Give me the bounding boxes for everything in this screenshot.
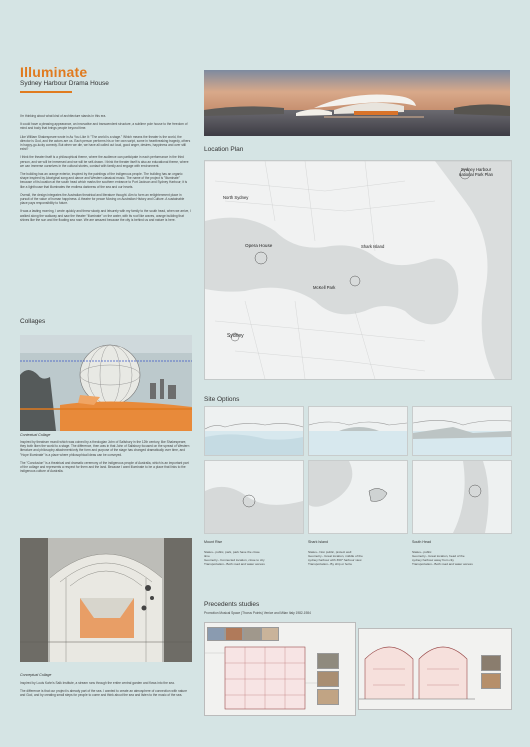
site-section-shark-island — [308, 406, 408, 456]
collages-heading: Collages — [20, 318, 46, 325]
precedent-thumb — [317, 653, 339, 669]
site-section-mount-rise — [204, 406, 304, 456]
site-column-text: Status– Non public, protect well Geometry– Great location, middle of the sydney harbour with 360° harbour view Transportation– By ship or ferrie — [308, 550, 363, 566]
precedent-thumb — [481, 673, 501, 689]
intro-paragraph: Overall, the design integrates the Australian theatrical and literature thought. Aim to form an enlightenment place in pursuit of the value of human happiness. A theatre for peace Moving on Australian History and Culture. A sustainable place pays responsibility to future. — [20, 192, 185, 206]
map-label-national-park: Sydney Harbour national Park Plan — [459, 167, 493, 177]
site-column-mount-rise — [204, 540, 266, 566]
contextual-collage-caption: Contextual Collage — [20, 433, 51, 437]
intro-paragraph: It was a lasting morning, I wrote quickly and threw slowly and leisurely with my family to the south head, when we arrive, I walked along the walkway and saw the theater "illuminate" on the water, with its roof like waves, orange building that shines like the sun and the floating sea rose. We are amazed because the city is behind us and nature is here. — [20, 209, 191, 222]
map-label-shark-island: Shark Island — [361, 244, 385, 249]
poster-subtitle: Sydney Harbour Drama House — [20, 80, 109, 87]
precedent-section-drawing — [358, 628, 512, 710]
location-map — [204, 160, 512, 380]
contextual-collage-text — [20, 440, 192, 473]
title-underline — [20, 91, 72, 93]
intro-text — [20, 114, 192, 222]
precedents-subtitle: Promotion Musical Space (Thorus Points) Venice and Milan Italy 1982-1984 — [204, 611, 311, 615]
intro-paragraph: The building has an orange exterior, inspired by the paintings of the indigenous people. The building has an organic shape inspired by Aboriginal song and dance and Western classical music. The name of the project is "Illuminate" because of its location at the south head which marks the southern entrance to Port Jackson and Sydney Harbour; it is like a lighthouse that illuminates the endless darkness of the sea and our hearts. — [20, 172, 188, 189]
site-section-south-head — [412, 406, 512, 456]
collage-paragraph: Inspired by theatrum mundi which was coined by a theologian John of Salisbury in the 12th century, like Shakespeare, they both liken the world to a stage. The difference, then was in that John of Salisbury focused on the spread of Western literature and philosophy attachment/only the form and purpose of the stage has changed dramatically over time, and "Hope Illuminate" is a place where philosophical ideas can be conveyed. — [20, 440, 190, 457]
intro-paragraph: I think the theater itself is a philosophical theme, where the audience can participate in each performance in the third person, and we will be immersed and we will be self-drawn. I think the theater itself is also an educational theme, where we can immerse ourselves in the cultural stories, contact with family and engage with environment. — [20, 155, 189, 168]
precedent-thumb — [317, 689, 339, 705]
precedent-thumb — [317, 671, 339, 687]
map-label-opera-house: Opera House — [245, 243, 273, 248]
conceptual-collage-text — [20, 681, 192, 698]
precedent-thumb — [481, 655, 501, 671]
map-label-north-sydney: North Sydney — [223, 195, 249, 200]
site-map-mount-rise — [204, 460, 304, 534]
precedents-heading: Precedents studies — [204, 601, 260, 608]
conceptual-collage-caption: Conceptual Collage — [20, 673, 52, 677]
collage-paragraph: Inspired by Louis Kahn's Salk Institute, a stream runs through the entire central garden and flows into the sea. — [20, 681, 175, 685]
location-plan-heading: Location Plan — [204, 146, 244, 153]
site-column-text: Status– public Geometry– Great location, head of the sydney harbour away from city Transportation– Both road and water access — [412, 550, 473, 566]
site-map-south-head — [412, 460, 512, 534]
site-column-south-head — [412, 540, 474, 566]
poster-title: Illuminate — [20, 64, 88, 80]
intro-paragraph: It could have a pleasing appearance, an innovative and transcendent structure, a sublime pole house to the freedom of mind and body that brings people beyond time. — [20, 122, 188, 131]
site-column-shark-island — [308, 540, 370, 566]
map-label-sydney: Sydney — [227, 333, 244, 339]
collage-paragraph: The difference is that our project is already part of the sea. I wanted to create an atmosphere of connection with nature and God, and by creating small steps for people to come and think about the sea and listen to the music of the sea. — [20, 689, 188, 698]
site-map-shark-island — [308, 460, 408, 534]
contextual-collage-image — [20, 335, 192, 431]
site-column-title: South Head — [412, 540, 431, 544]
site-column-text: Status– public, park, park have the close time Geometry– Connected location, close to city Transportation– Both road and water access — [204, 550, 265, 566]
intro-paragraph: Like William Shakespeare wrote in As You Like It: "The world is a stage." Which means the theater is the world, the director is God, and the actors are us. Each person performs his or her own script, some in heartbreaking tragedy, others in happy-go-lucky comedy. But when we die, we have all called out loud, good anger, desires, happiness and over still exist? — [20, 134, 191, 152]
collage-paragraph: The "Conclusion" is a theatrical and dramatic ceremony of the indigenous people of Australia, which is an important part of the collage and represents a respect for them and the land. Because I want Illuminate to be a place that links to the indigenous culture of Australia. — [20, 460, 189, 474]
conceptual-collage-image — [20, 538, 192, 662]
site-options-heading: Site Options — [204, 396, 240, 403]
hero-render — [204, 70, 510, 136]
site-column-title: Mount Rise — [204, 540, 223, 544]
precedent-plan-drawing — [204, 622, 356, 716]
intro-paragraph: I'm thinking about what kind of architecture stands in this era. — [20, 114, 107, 118]
map-label-mckell-park: McKell Park — [313, 285, 336, 290]
site-column-title: Shark Island — [308, 540, 328, 544]
